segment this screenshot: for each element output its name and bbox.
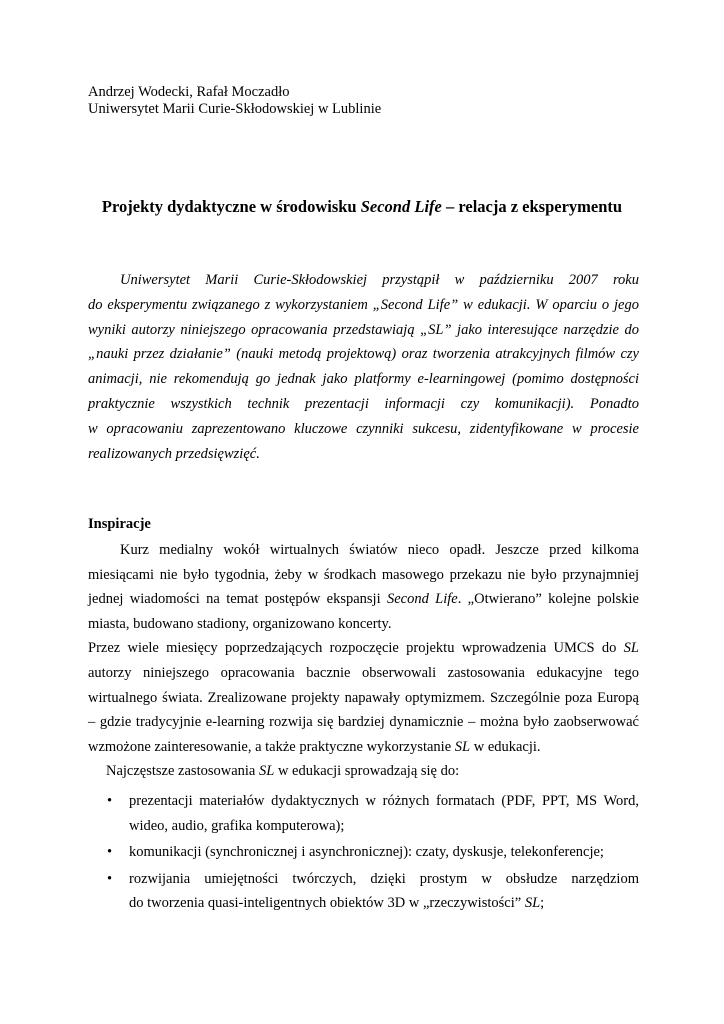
title-italic: Second Life	[360, 197, 442, 216]
abstract-line: w opracowaniu zaprezentowano kluczowe czynniki sukcesu, zidentyfikowane w procesie	[88, 420, 639, 437]
body-line	[88, 759, 639, 784]
body-span: Przez wiele miesięcy poprzedzających rozpoczęcie projektu wprowadzenia UMCS do	[88, 640, 624, 657]
body-span: . „Otwierano” kolejne polskie	[457, 591, 639, 608]
body-line	[88, 636, 639, 661]
body-span: jednej wiadomości na temat postępów ekspansji	[88, 591, 387, 608]
bullet-line: prezentacji materiałów dydaktycznych w różnych formatach (PDF, PPT, MS Word,	[129, 793, 639, 809]
body-span: do tworzenia quasi-inteligentnych obiektów 3D w „rzeczywistości”	[129, 895, 525, 912]
abstract	[88, 268, 639, 466]
bullet-icon: •	[107, 870, 113, 887]
bullet-list	[88, 789, 639, 916]
body-span: wzmożone zainteresowanie, a także praktyczne wykorzystanie	[88, 738, 455, 755]
abstract-line: animacji, nie rekomendują go jednak jako platformy e-learningowej (pomimo dostępności	[88, 371, 639, 388]
body-line	[88, 587, 639, 612]
body-line: – gdzie tradycyjnie e-learning rozwija się bardziej dynamicznie – można było zaobserwować	[88, 714, 639, 731]
title-pre: Projekty dydaktyczne w środowisku	[101, 197, 361, 216]
author-affiliation: Uniwersytet Marii Curie-Skłodowskiej w Lublinie	[88, 101, 382, 117]
bullet-line: rozwijania umiejętności twórczych, dzięki prostym w obsłudze narzędziom	[129, 870, 639, 887]
section-heading: Inspiracje	[88, 516, 151, 532]
bullet-icon: •	[107, 844, 113, 861]
abstract-line: wyniki autorzy niniejszego opracowania przedstawiają „SL” jako interesujące narzędzie do	[88, 321, 639, 338]
body-line	[88, 735, 639, 760]
author-names: Andrzej Wodecki, Rafał Moczadło	[88, 84, 290, 100]
abstract-line: do eksperymentu związanego z wykorzystaniem „Second Life” w edukacji. W oparciu o jego	[88, 296, 639, 313]
body-line: wirtualnego świata. Zrealizowane projekty napawały optymizmem. Szczególnie poza Europą	[88, 689, 639, 706]
bullet-line	[129, 891, 639, 916]
body-span: w edukacji sprowadzają się do:	[274, 763, 460, 780]
list-item	[88, 840, 639, 865]
list-item	[88, 867, 639, 916]
body-span: ;	[540, 895, 545, 912]
body-line: autorzy niniejszego opracowania bacznie obserwowali zastosowania edukacyjne tego	[88, 664, 639, 681]
author-block	[88, 84, 381, 118]
body-italic: SL	[454, 738, 471, 755]
body-span: Najczęstsze zastosowania	[106, 763, 259, 780]
abstract-line: realizowanych przedsięwzięć.	[88, 445, 260, 462]
body-italic: SL	[524, 895, 541, 912]
abstract-line: „nauki przez działanie” (nauki metodą projektową) oraz tworzenia atrakcyjnych filmów czy	[88, 346, 639, 363]
body-line: miasta, budowano stadiony, organizowano koncerty.	[88, 615, 392, 632]
paper-title	[60, 197, 664, 217]
bullet-line: komunikacji (synchronicznej i asynchronicznej): czaty, dyskusje, telekonferencje;	[129, 844, 604, 861]
bullet-icon: •	[107, 793, 113, 809]
body-italic: SL	[623, 640, 639, 657]
bullet-line: wideo, audio, grafika komputerowa);	[129, 817, 345, 834]
body-text	[88, 538, 639, 784]
list-item	[88, 789, 639, 838]
abstract-line: Uniwersytet Marii Curie-Skłodowskiej przystąpił w październiku 2007 roku	[120, 272, 639, 288]
body-line: Kurz medialny wokół wirtualnych światów nieco opadł. Jeszcze przed kilkoma	[120, 542, 639, 558]
title-post: – relacja z eksperymentu	[441, 197, 623, 216]
abstract-line: praktycznie wszystkich technik prezentacji informacji czy komunikacji). Ponadto	[88, 395, 639, 412]
body-span: w edukacji.	[470, 738, 541, 755]
body-line: miesiącami nie było tygodnia, żeby w środkach masowego przekazu nie było przynajmniej	[88, 566, 639, 583]
body-italic: SL	[259, 763, 275, 780]
body-italic: Second Life	[386, 591, 458, 608]
